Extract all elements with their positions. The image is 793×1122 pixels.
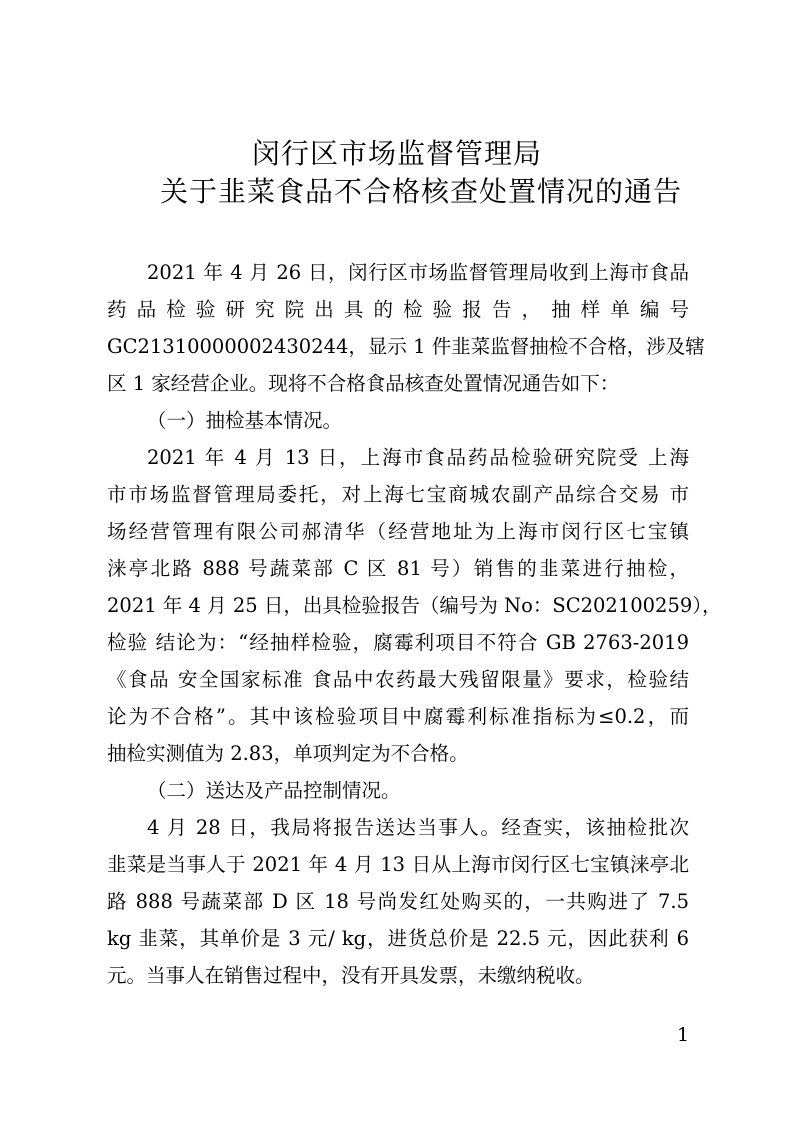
section-heading: （二）送达及产品控制情况。 <box>147 779 401 802</box>
body-line: 4 月 28 日，我局将报告送达当事人。经查实，该抽检批次 <box>147 816 689 839</box>
body-line: GC21310000002430244，显示 1 件韭菜监督抽检不合格，涉及辖 <box>107 335 705 358</box>
body-line: 韭菜是当事人于 2021 年 4 月 13 日从上海市闵行区七宝镇涞亭北 <box>107 853 689 876</box>
body-line: 区 1 家经营企业。现将不合格食品核查处置情况通告如下： <box>107 372 620 395</box>
body-line: 2021 年 4 月 26 日，闵行区市场监督管理局收到上海市食品 <box>147 261 689 284</box>
body-line: 药 品 检 验 研 究 院 出 具 的 检 验 报 告 ， 抽 样 单 编 号 <box>107 298 689 321</box>
body-line: 《食品 安全国家标准 食品中农药最大残留限量》要求，检验结 <box>107 668 689 691</box>
body-line: kg 韭菜，其单价是 3 元/ kg，进货总价是 22.5 元，因此获利 6 <box>107 927 689 950</box>
body-line: 元。当事人在销售过程中，没有开具发票，未缴纳税收。 <box>107 964 595 987</box>
title-line-2: 关于韭菜食品不合格核查处置情况的通告 <box>160 175 683 208</box>
body-line: 涞亭北路 888 号蔬菜部 C 区 81 号）销售的韭菜进行抽检， <box>107 557 689 580</box>
body-line: 2021 年 4 月 25 日，出具检验报告（编号为 No：SC202100259）， <box>107 594 722 617</box>
page-number: 1 <box>677 1024 690 1046</box>
body-line: 检验 结论为：“经抽样检验，腐霉利项目不符合 GB 2763-2019 <box>107 631 689 654</box>
body-line: 2021 年 4 月 13 日，上海市食品药品检验研究院受 上海 <box>147 446 689 469</box>
body-line: 抽检实测值为 2.83，单项判定为不合格。 <box>107 742 469 765</box>
body-line: 路 888 号蔬菜部 D 区 18 号尚发红处购买的，一共购进了 7.5 <box>107 890 689 913</box>
title-line-1: 闵行区市场监督管理局 <box>252 137 543 170</box>
body-line: 论为不合格”。其中该检验项目中腐霉利标准指标为≤0.2，而 <box>107 705 689 728</box>
body-line: 场经营管理有限公司郝清华（经营地址为上海市闵行区七宝镇 <box>107 520 689 543</box>
body-line: 市市场监督管理局委托，对上海七宝商城农副产品综合交易 市 <box>107 483 689 506</box>
section-heading: （一）抽检基本情况。 <box>147 409 343 432</box>
